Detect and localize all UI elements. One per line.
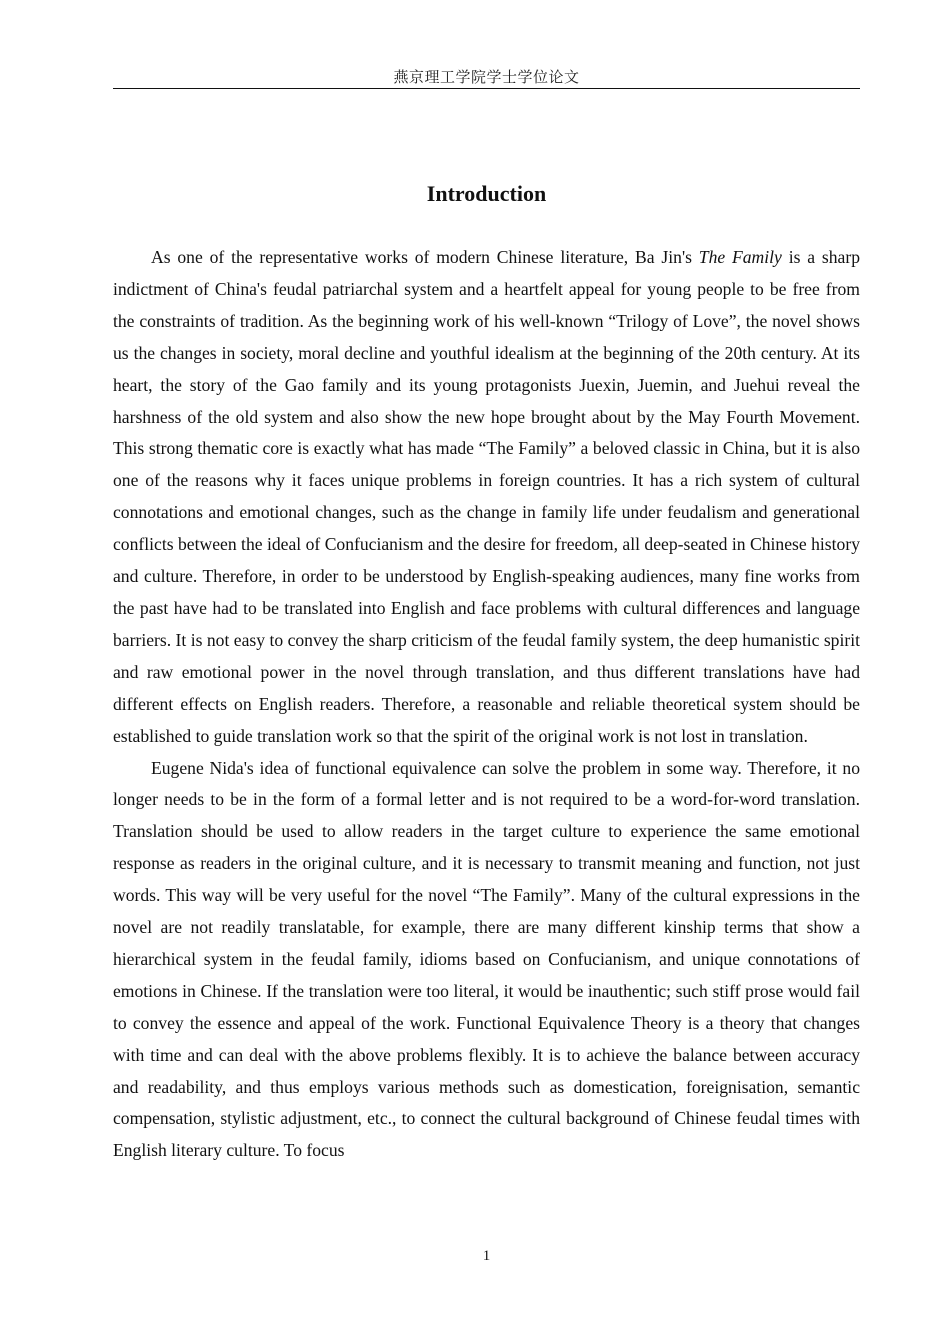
paragraph-2: Eugene Nida's idea of functional equivalence can solve the problem in some way. Therefore, it no longer needs to be in the form of a formal letter and is not required to be a word-for-word translation. Translation should be used to allow readers in the target culture to experience the same emotional response as readers in the original culture, and it is necessary to transmit meaning and function, not just words. This way will be very useful for the novel “The Family”. Many of the cultural expressions in the novel are not readily translatable, for example, there are many different kinship terms that show a hierarchical system in the feudal family, idioms based on Confucianism, and unique connotations of emotions in Chinese. If the translation were too literal, it would be inauthentic; such stiff prose would fail to convey the essence and appeal of the work. Functional Equivalence Theory is a theory that changes with time and can deal with the above problems flexibly. It is to achieve the balance between accuracy and readability, and thus employs various methods such as domestication, foreignisation, semantic compensation, stylistic adjustment, etc., to connect the cultural background of Chinese feudal times with English literary culture. To focus bbox=[113, 757, 860, 1161]
paragraph-1-lead: As one of the representative works of modern Chinese literature, Ba Jin's bbox=[151, 247, 699, 267]
header-divider bbox=[113, 88, 860, 89]
book-title-italic: The Family bbox=[698, 247, 782, 267]
body-text bbox=[113, 242, 860, 1167]
paragraph-1 bbox=[113, 242, 860, 753]
section-title: Introduction bbox=[426, 181, 547, 206]
running-header: 燕京理工学院学士学位论文 bbox=[393, 70, 580, 86]
paragraph-1-rest: is a sharp indictment of China's feudal patriarchal system and a heartfelt appeal for young people to be free from the constraints of tradition. As the beginning work of his well-known “Trilogy of Love”, the novel shows us the changes in society, moral decline and youthful idealism at the beginning of the 20th century. At its heart, the story of the Gao family and its young protagonists Juexin, Juemin, and Juehui reveal the harshness of the old system and also show the new hope brought about by the May Fourth Movement. This strong thematic core is exactly what has made “The Family” a beloved classic in China, but it is also one of the reasons why it faces unique problems in foreign countries. It has a rich system of cultural connotations and emotional changes, such as the change in family life under feudalism and generational conflicts between the ideal of Confucianism and the desire for freedom, all deep-seated in Chinese history and culture. Therefore, in order to be understood by English-speaking audiences, many fine works from the past have had to be translated into English and face problems with cultural differences and language barriers. It is not easy to convey the sharp criticism of the feudal family system, the deep humanistic spirit and raw emotional power in the novel through translation, and thus different translations have had different effects on English readers. Therefore, a reasonable and reliable theoretical system should be established to guide translation work so that the spirit of the original work is not lost in translation. bbox=[113, 247, 860, 746]
page-number: 1 bbox=[482, 1248, 491, 1264]
